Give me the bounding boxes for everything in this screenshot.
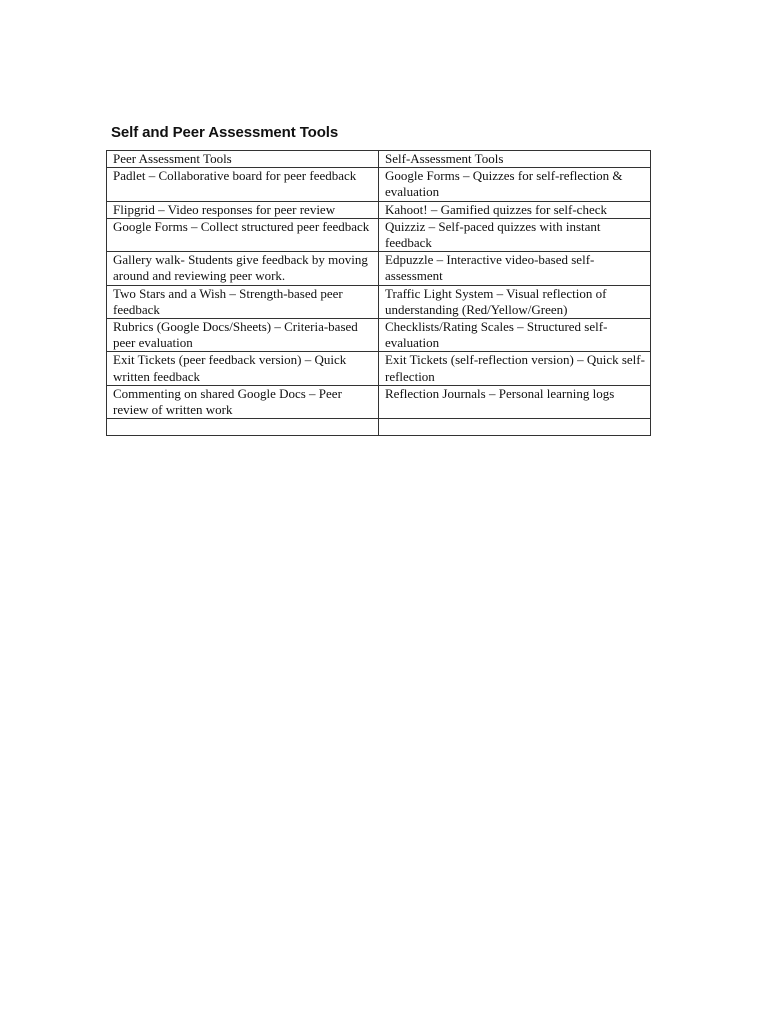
peer-tool-cell: Google Forms – Collect structured peer feedback [107,218,379,251]
peer-tool-cell: Flipgrid – Video responses for peer review [107,201,379,218]
empty-cell [107,419,379,436]
table-row [107,252,651,285]
self-tool-cell: Checklists/Rating Scales – Structured self-evaluation [379,319,651,352]
table-row [107,168,651,201]
table-row [107,285,651,318]
table-row [107,201,651,218]
self-tool-cell: Reflection Journals – Personal learning logs [379,385,651,418]
peer-tool-cell: Commenting on shared Google Docs – Peer review of written work [107,385,379,418]
table-row [107,319,651,352]
peer-tool-cell: Two Stars and a Wish – Strength-based peer feedback [107,285,379,318]
self-tool-cell: Exit Tickets (self-reflection version) – Quick self-reflection [379,352,651,385]
page-title: Self and Peer Assessment Tools [111,124,339,141]
header-self-assessment-tools: Self-Assessment Tools [379,151,651,168]
peer-tool-cell: Exit Tickets (peer feedback version) – Quick written feedback [107,352,379,385]
peer-tool-cell: Gallery walk- Students give feedback by moving around and reviewing peer work. [107,252,379,285]
peer-tool-cell: Rubrics (Google Docs/Sheets) – Criteria-based peer evaluation [107,319,379,352]
self-tool-cell: Kahoot! – Gamified quizzes for self-check [379,201,651,218]
self-tool-cell: Quizziz – Self-paced quizzes with instant feedback [379,218,651,251]
peer-tool-cell: Padlet – Collaborative board for peer feedback [107,168,379,201]
self-tool-cell: Edpuzzle – Interactive video-based self-assessment [379,252,651,285]
self-tool-cell: Traffic Light System – Visual reflection of understanding (Red/Yellow/Green) [379,285,651,318]
table-header-row [107,151,651,168]
empty-table-row [107,419,651,436]
assessment-tools-table [106,150,651,436]
table-row [107,352,651,385]
self-tool-cell: Google Forms – Quizzes for self-reflection & evaluation [379,168,651,201]
table-row [107,218,651,251]
header-peer-assessment-tools: Peer Assessment Tools [107,151,379,168]
empty-cell [379,419,651,436]
table-row [107,385,651,418]
